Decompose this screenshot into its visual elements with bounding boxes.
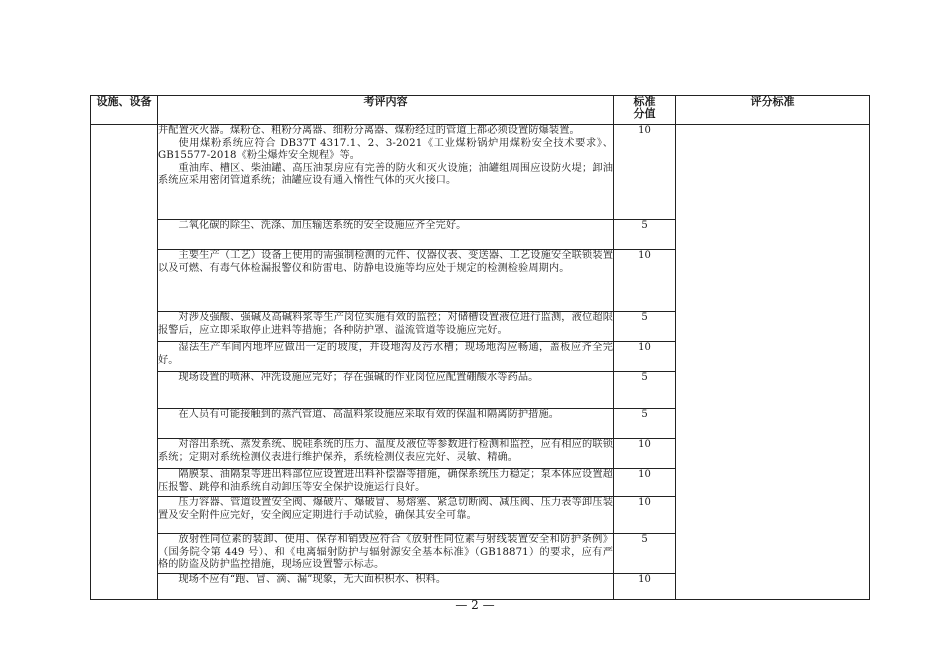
score-cell: 10 <box>614 469 676 497</box>
content-paragraph: 湿法生产车间内地坪应做出一定的坡度，并设地沟及污水槽；现场地沟应畅通，盖板应齐全完好。 <box>158 342 613 366</box>
header-device: 设施、设备 <box>91 96 158 125</box>
content-paragraph: 对溶出系统、蒸发系统、脱硅系统的压力、温度及液位等参数进行检测和监控，应有相应的联锁系统；定期对系统检测仪表进行维护保养，系统检测仪表应完好、灵敏、精确。 <box>158 439 613 463</box>
content-cell <box>158 409 614 439</box>
score-cell: 10 <box>614 125 676 220</box>
score-cell: 10 <box>614 574 676 600</box>
content-paragraph: 现场不应有“跑、冒、滴、漏”现象，无大面积积水、积料。 <box>178 574 447 585</box>
score-cell: 5 <box>614 220 676 250</box>
score-cell: 10 <box>614 439 676 469</box>
content-cell <box>158 497 614 534</box>
content-paragraph: 在人员有可能接触到的蒸汽管道、高温料浆设施应采取有效的保温和隔离防护措施。 <box>178 409 560 420</box>
table-header-row <box>91 96 870 125</box>
content-cell <box>158 469 614 497</box>
score-cell: 5 <box>614 372 676 409</box>
content-cell <box>158 372 614 409</box>
score-cell: 10 <box>614 342 676 372</box>
score-cell: 10 <box>614 497 676 534</box>
content-cell <box>158 125 614 220</box>
score-cell: 5 <box>614 534 676 574</box>
device-cell <box>91 125 158 600</box>
content-paragraph: 压力容器、管道设置安全阀、爆破片、爆破冒、易熔塞、紧急切断阀、减压阀、压力表等卸压装置及安全附件应完好，安全阀应定期进行手动试验，确保其安全可靠。 <box>158 497 613 521</box>
content-cell <box>158 312 614 342</box>
score-cell: 10 <box>614 250 676 312</box>
score-cell: 5 <box>614 409 676 439</box>
content-cell <box>158 220 614 250</box>
table-row <box>91 125 870 220</box>
content-paragraph: 使用煤粉系统应符合 DB37T 4317.1、2、3-2021《工业煤粉锅炉用煤粉安全技术要求》、GB15577-2018《粉尘爆炸安全规程》等。 <box>158 137 613 162</box>
content-paragraph: 主要生产（工艺）设备上使用的需强制检测的元件、仪器仪表、变送器、工艺设施安全联锁装置以及可燃、有毒气体检漏报警仪和防雷电、防静电设施等均应处于规定的检测检验周期内。 <box>158 250 613 274</box>
content-cell <box>158 250 614 312</box>
header-standard: 评分标准 <box>676 96 870 125</box>
content-paragraph: 并配置灭火器。煤粉仓、粗粉分离器、细粉分离器、煤粉经过的管道上都必须设置防爆装置。 <box>158 125 580 136</box>
content-paragraph: 放射性同位素的装卸、使用、保存和销毁应符合《放射性同位素与射线装置安全和防护条例》（国务院令第 449 号）、和《电离辐射防护与辐射源安全基本标准》（GB18871）的要求，应有严格的防盗及防护监控措施，现场应设置警示标志。 <box>158 534 613 571</box>
content-cell <box>158 342 614 372</box>
content-cell <box>158 439 614 469</box>
content-paragraph: 现场设置的喷淋、冲洗设施应完好；存在强碱的作业岗位应配置硼酸水等药品。 <box>178 372 539 383</box>
header-content: 考评内容 <box>158 96 614 125</box>
content-cell <box>158 574 614 600</box>
evaluation-table <box>90 95 870 600</box>
content-paragraph: 隔膜泵、油隔泵等进出料部位应设置进出料补偿器等措施，确保系统压力稳定；泵本体应设置超压报警、跳停和油系统自动卸压等安全保护设施运行良好。 <box>158 469 613 493</box>
content-cell <box>158 534 614 574</box>
content-paragraph: 二氧化碳的除尘、洗涤、加压输送系统的安全设施应齐全完好。 <box>178 220 467 231</box>
score-cell: 5 <box>614 312 676 342</box>
content-paragraph: 对涉及强酸、强碱及高碱料浆等生产岗位实施有效的监控；对储槽设置液位进行监测，液位超限报警后，应立即采取停止进料等措施；各种防护罩、溢流管道等设施应完好。 <box>158 312 613 336</box>
header-score: 标准 分值 <box>614 96 676 125</box>
page-number: — 2 — <box>455 598 495 612</box>
content-paragraph: 重油库、槽区、柴油罐、高压油泵房应有完善的防火和灭火设施；油罐组周围应设防火堤；卸油系统应采用密闭管道系统；油罐应设有通入惰性气体的灭火接口。 <box>158 162 613 187</box>
standard-cell <box>676 125 870 600</box>
table-body <box>91 125 870 600</box>
